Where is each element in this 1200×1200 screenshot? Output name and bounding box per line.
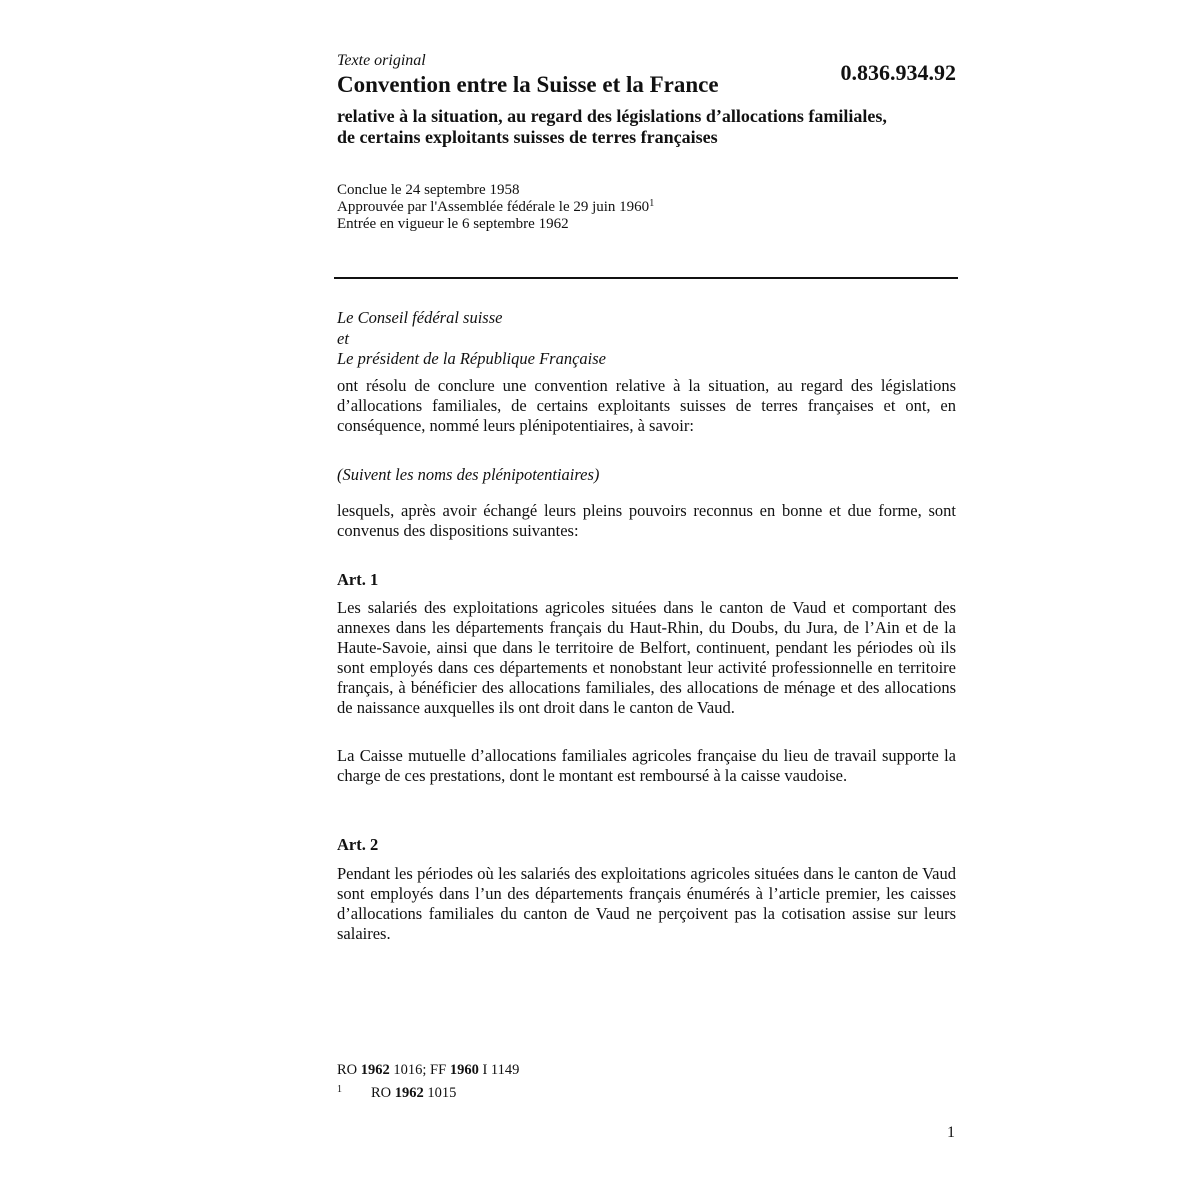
- texte-original-label: Texte original: [337, 52, 426, 69]
- preamble-agreement: lesquels, après avoir échangé leurs pleins pouvoirs reconnus en bonne et due forme, sont convenus des dispositions suivantes:: [337, 501, 956, 540]
- footnote-1-mark: 1: [337, 1084, 342, 1095]
- article-1-paragraph-1: Les salariés des exploitations agricoles situées dans le canton de Vaud et comportant des annexes dans les départements français du Haut-Rhin, du Doubs, du Jura, de l’Ain et de la Haute-Savoie, ainsi que dans le territoire de Belfort, continuent, pendant les périodes où ils sont employés dans ces départements et nonobstant leur activité professionnelle en territoire français, à bénéficier des allocations familiales, des allocations de ménage et des allocations de naissance auxquelles ils ont droit dans le canton de Vaud.: [337, 598, 956, 717]
- document-title: Convention entre la Suisse et la France: [337, 72, 719, 97]
- ro-page: 1016; FF: [393, 1062, 447, 1078]
- date-approuvee: [337, 199, 837, 216]
- preamble-plenipotentiaries-note: (Suivent les noms des plénipotentiaires): [337, 465, 600, 484]
- article-2-paragraph-1: Pendant les périodes où les salariés des exploitations agricoles situées dans le canton de Vaud sont employés dans l’un des départements français énumérés à l’article premier, les caisses d’allocations familiales du canton de Vaud ne perçoivent pas la cotisation assise sur leurs salaires.: [337, 864, 956, 943]
- footnote-1-ro-year: 1962: [394, 1085, 424, 1101]
- party-suisse: Le Conseil fédéral suisse: [337, 308, 503, 327]
- date-conclue: Conclue le 24 septembre 1958: [337, 182, 520, 198]
- subtitle-line-1: relative à la situation, au regard des législations d’allocations familiales,: [337, 106, 887, 126]
- preamble-resolution: ont résolu de conclure une convention relative à la situation, au regard des législations d’allocations familiales, de certains exploitants suisses de terres françaises et ont, en conséquence, nommé leurs plénipotentiaires, à savoir:: [337, 376, 956, 435]
- footnote-1-ro-page: 1015: [427, 1085, 457, 1101]
- page-number: 1: [947, 1124, 955, 1141]
- ro-label: RO: [337, 1062, 358, 1078]
- ff-year: 1960: [449, 1062, 479, 1078]
- date-entree-vigueur: Entrée en vigueur le 6 septembre 1962: [337, 216, 569, 232]
- date-approuvee-text: Approuvée par l'Assemblée fédérale le 29 juin 1960: [337, 199, 650, 215]
- footnote-ref-1[interactable]: 1: [649, 198, 655, 209]
- article-1-heading: Art. 1: [337, 570, 379, 589]
- article-1-paragraph-2: La Caisse mutuelle d’allocations familiales agricoles française du lieu de travail supporte la charge de ces prestations, dont le montant est remboursé à la caisse vaudoise.: [337, 746, 956, 785]
- dates-block: [337, 182, 837, 233]
- footnote-1: [337, 1080, 737, 1103]
- contracting-parties: [337, 308, 957, 370]
- subtitle-line-2: de certains exploitants suisses de terres françaises: [337, 127, 718, 147]
- ro-year: 1962: [360, 1062, 390, 1078]
- ff-reference: I 1149: [482, 1062, 520, 1078]
- document-subtitle: [337, 106, 977, 148]
- footnote-source-reference: [337, 1060, 737, 1080]
- header-divider: [334, 277, 958, 279]
- article-2-heading: Art. 2: [337, 835, 379, 854]
- party-conjunction: et: [337, 328, 349, 348]
- footnotes: [337, 1060, 737, 1103]
- systematic-number: 0.836.934.92: [840, 60, 956, 85]
- party-france: Le président de la République Française: [337, 349, 606, 368]
- footnote-1-ro-label: RO: [371, 1085, 392, 1101]
